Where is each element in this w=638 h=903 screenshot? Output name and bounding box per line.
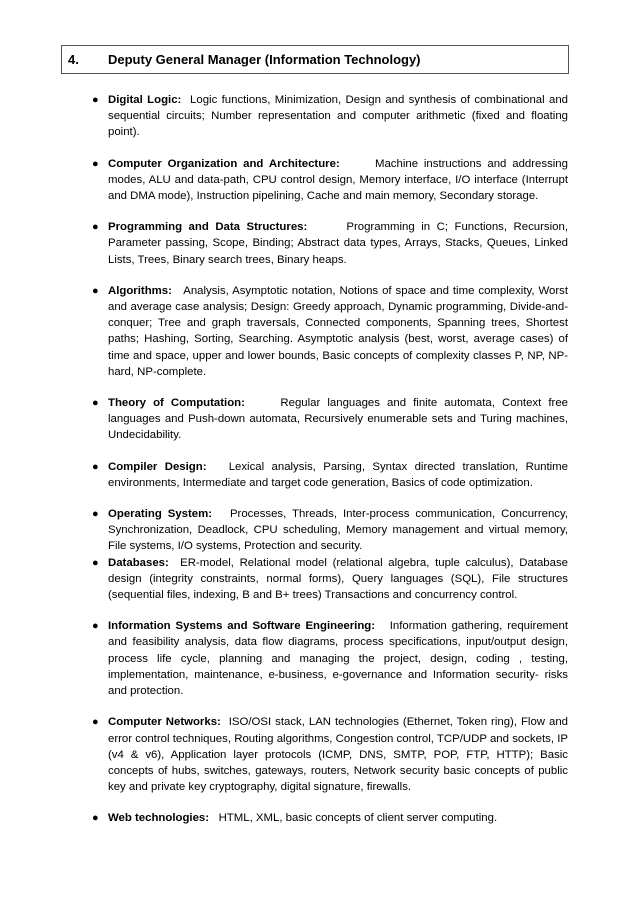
syllabus-topic-list [0, 92, 638, 842]
topic-theory-of-computation [92, 395, 568, 444]
topic-name: Operating System: [108, 508, 213, 521]
section-header [61, 45, 569, 74]
bullet-icon: ● [92, 556, 99, 569]
bullet-icon: ● [92, 508, 99, 521]
section-number: 4. [68, 52, 79, 67]
topic-name: Computer Networks: [108, 716, 221, 729]
topic-name: Computer Organization and Architecture: [108, 157, 340, 170]
topic-description: Information gathering, requirement and feasibility analysis, data flow diagrams, process specifications, input/output design, process life cycle, planning and managing the project, design, coding , testing, implementation, maintenance, e-business, e-governance and Information security- risks and protection. [108, 620, 568, 698]
topic-description: Processes, Threads, Inter-process communication, Concurrency, Synchronization, Deadlock, CPU scheduling, Memory management and virtual memory, File systems, I/O systems, Protection and security. [108, 508, 568, 553]
topic-name: Databases: [108, 556, 169, 569]
topic-description: ER-model, Relational model (relational algebra, tuple calculus), Database design (integrity constraints, normal forms), Query languages (SQL), File structures (sequential files, indexing, B and B+ trees) Transactions and concurrency control. [108, 556, 568, 602]
topic-algorithms [92, 283, 569, 380]
topic-description: ISO/OSI stack, LAN technologies (Ethernet, Token ring), Flow and error control techniques, Routing algorithms, Congestion control, TCP/UDP and sockets, IP (v4 & v6), Application layer protocols (ICMP, DNS, SMTP, POP, FTP, HTTP); Basic concepts of hubs, switches, gateways, routers, Network security basic concepts of public key and private key cryptography, digital signature, firewalls. [108, 716, 568, 794]
topic-name: Web technologies: [108, 812, 210, 825]
topic-name: Information Systems and Software Engineering: [108, 620, 376, 633]
topic-digital-logic [92, 92, 568, 141]
section-title: Deputy General Manager (Information Technology) [108, 52, 421, 67]
topic-description: Logic functions, Minimization, Design and synthesis of combinational and sequential circuits; Number representation and computer arithmetic (fixed and floating point). [108, 94, 568, 139]
bullet-icon: ● [92, 221, 99, 234]
topic-name: Compiler Design: [108, 460, 207, 473]
topic-programming-data-structures [92, 219, 568, 268]
topic-information-systems [92, 618, 568, 699]
topic-databases [92, 555, 568, 604]
topic-description: Programming in C; Functions, Recursion, Parameter passing, Scope, Binding; Abstract data types, Arrays, Stacks, Queues, Linked Lists, Trees, Binary search trees, Binary heaps. [108, 221, 568, 266]
topic-description: Regular languages and finite automata, Context free languages and Push-down automata, Recursively enumerable sets and Turing machines, Undecidability. [108, 397, 568, 442]
topic-computer-networks [92, 714, 568, 795]
bullet-icon: ● [92, 94, 99, 106]
topic-description: Analysis, Asymptotic notation, Notions of space and time complexity, Worst and average case analysis; Design: Greedy approach, Dynamic programming, Divide-and-conquer; Tree and graph traversals, Connected components, Spanning trees, Shortest paths; Hashing, Sorting, Searching. Asymptotic analysis (best, worst, average cases) of time and space, upper and lower bounds, Basic concepts of complexity classes P, NP, NP-hard, NP-complete. [108, 284, 569, 378]
topic-web-technologies [92, 810, 568, 826]
bullet-icon: ● [92, 284, 99, 297]
topic-computer-organization [92, 156, 568, 205]
topic-name: Algorithms: [108, 284, 172, 297]
bullet-icon: ● [92, 716, 99, 729]
topic-name: Theory of Computation: [108, 397, 245, 410]
topic-description: Lexical analysis, Parsing, Syntax directed translation, Runtime environments, Intermediate and target code generation, Basics of code optimization. [108, 460, 569, 489]
topic-name: Programming and Data Structures: [108, 221, 308, 234]
bullet-icon: ● [92, 620, 99, 633]
bullet-icon: ● [92, 397, 99, 410]
topic-name: Digital Logic: [108, 94, 182, 106]
topic-description: HTML, XML, basic concepts of client server computing. [218, 812, 498, 825]
topic-compiler-design [92, 459, 569, 491]
topic-operating-system [92, 506, 568, 555]
topic-description: Machine instructions and addressing modes, ALU and data-path, CPU control design, Memory interface, I/O interface (Interrupt and DMA mode), Instruction pipelining, Cache and main memory, Secondary storage. [108, 157, 568, 203]
bullet-icon: ● [92, 460, 99, 473]
bullet-icon: ● [92, 157, 99, 170]
bullet-icon: ● [92, 812, 99, 825]
